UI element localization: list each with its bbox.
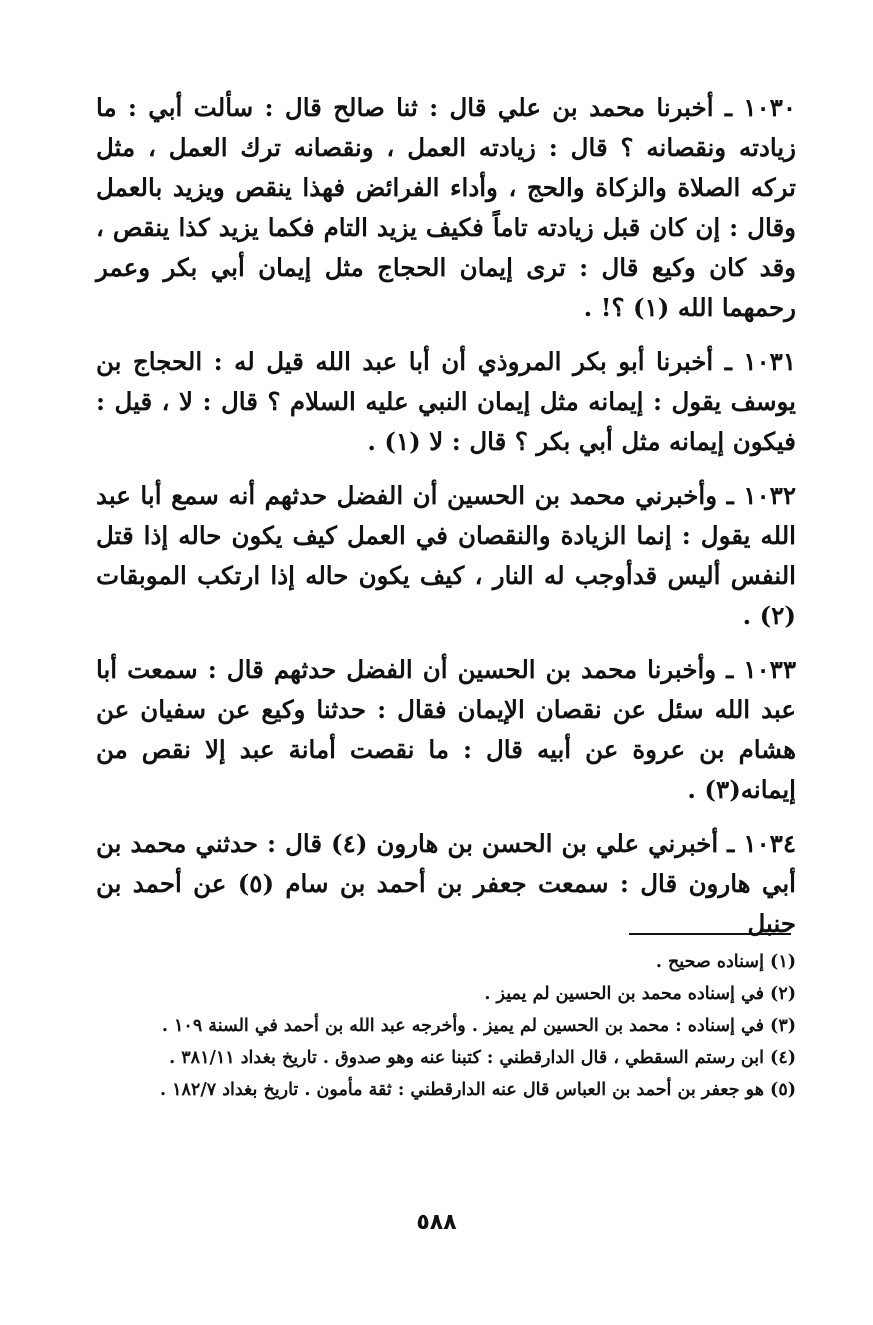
page-number: ٥٨٨	[416, 1210, 457, 1235]
paragraph-number: ١٠٣١	[743, 347, 796, 376]
paragraph-text: ـ أخبرنا أبو بكر المروذي أن أبا عبد الله قيل له : الحجاج بن يوسف يقول : إيمانه مثل إيمان النبي عليه السلام ؟ قال : لا ، قيل : فيكون إيمانه مثل أبي بكر ؟ قال : لا (١) .	[96, 347, 796, 456]
main-text	[96, 88, 796, 958]
paragraph-number: ١٠٣٠	[743, 93, 796, 122]
footnotes	[96, 947, 796, 1107]
paragraph-1031	[96, 342, 796, 462]
paragraph-text: ـ وأخبرني محمد بن الحسين أن الفضل حدثهم أنه سمع أبا عبد الله يقول : إنما الزيادة والنقصان في العمل كيف يكون حاله إذا قتل النفس أليس قدأوجب له النار ، كيف يكون حاله إذا ارتكب الموبقات (٢) .	[96, 481, 796, 630]
footnote-1: (١) إسناده صحيح .	[655, 952, 796, 972]
footnote-2: (٢) في إسناده محمد بن الحسين لم يميز .	[484, 984, 796, 1004]
paragraph-text: ـ وأخبرنا محمد بن الحسين أن الفضل حدثهم قال : سمعت أبا عبد الله سئل عن نقصان الإيمان فقال : حدثنا وكيع عن سفيان عن هشام بن عروة عن أبيه قال : ما نقصت أمانة عبد إلا نقص من إيمانه(٣) .	[96, 655, 796, 804]
paragraph-number: ١٠٣٢	[743, 481, 796, 510]
paragraph-1030	[96, 88, 796, 328]
paragraph-text: ـ أخبرني علي بن الحسن بن هارون (٤) قال : حدثني محمد بن أبي هارون قال : سمعت جعفر بن أحمد بن سام (٥) عن أحمد بن حنبل	[96, 829, 796, 938]
footnote-5: (٥) هو جعفر بن أحمد بن العباس قال عنه الدارقطني : ثقة مأمون . تاريخ بغداد ١٨٢/٧ .	[159, 1080, 796, 1100]
paragraph-text: ـ أخبرنا محمد بن علي قال : ثنا صالح قال : سألت أبي : ما زيادته ونقصانه ؟ قال : زيادته العمل ، ونقصانه ترك العمل ، مثل تركه الصلاة والزكاة والحج ، وأداء الفرائض فهذا ينقص ويزيد بالعمل وقال : إن كان قبل زيادته تاماً فكيف يزيد التام فكما يزيد كذا ينقص ، وقد كان وكيع قال : ترى إيمان الحجاج مثل إيمان أبي بكر وعمر رحمهما الله (١) ؟! .	[96, 93, 796, 322]
footnote-divider	[629, 933, 791, 935]
paragraph-number: ١٠٣٤	[743, 829, 796, 858]
paragraph-1034	[96, 824, 796, 944]
paragraph-1032	[96, 476, 796, 636]
paragraph-number: ١٠٣٣	[743, 655, 796, 684]
paragraph-1033	[96, 650, 796, 810]
footnote-3: (٣) في إسناده : محمد بن الحسين لم يميز . وأخرجه عبد الله بن أحمد في السنة ١٠٩ .	[161, 1016, 796, 1036]
footnote-4: (٤) ابن رستم السقطي ، قال الدارقطني : كتبنا عنه وهو صدوق . تاريخ بغداد ٣٨١/١١ .	[169, 1048, 796, 1068]
